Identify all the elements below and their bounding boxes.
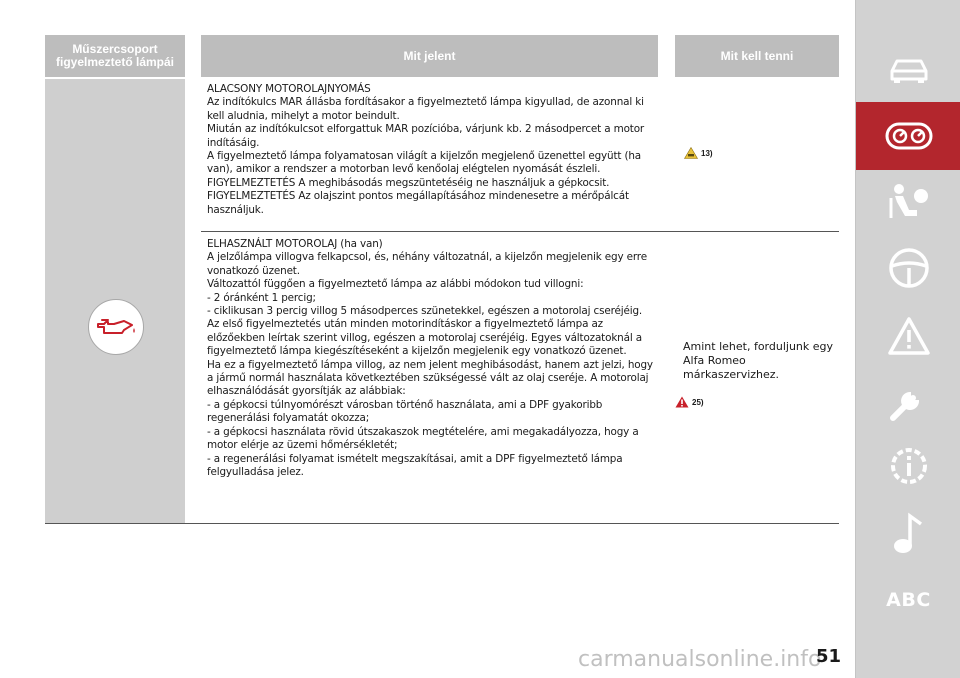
header-action: [675, 35, 839, 77]
sidebar-item-index[interactable]: [856, 566, 960, 634]
row1-line: FIGYELMEZTETÉS A meghibásodás megszüntetéséig ne használjuk a gépkocsit.: [207, 176, 610, 189]
row2-line: - a gépkocsi használata rövid útszakaszok megtételére, ami megakadályozza, hogy a motor elérje az üzemi hőmérsékletét;: [207, 425, 639, 452]
row2-action-text: Amint lehet, forduljunk egy Alfa Romeo márkaszervizhez.: [683, 340, 834, 381]
row2-line: - 2 óránként 1 percig;: [207, 291, 316, 304]
row2-line: Változattól függően a figyelmeztető lámpa az alábbi módokon tud villogni:: [207, 278, 584, 291]
row2-title: ELHASZNÁLT MOTOROLAJ (ha van): [207, 238, 383, 250]
header-meaning-label: Mit jelent: [403, 48, 456, 63]
watermark: carmanualsonline.info: [578, 647, 822, 672]
info-gear-icon: [887, 444, 931, 488]
row2-ref-number: 25): [692, 397, 704, 407]
oil-can-icon: [94, 316, 138, 338]
sidebar-item-multimedia[interactable]: [856, 500, 960, 568]
sidebar-item-maintenance[interactable]: [856, 368, 960, 436]
yellow-warning-triangle-icon: [684, 147, 698, 159]
header-meaning: [201, 35, 658, 77]
row2-line: Ha ez a figyelmeztető lámpa villog, az nem jelent meghibásodást, hanem azt jelzi, hogy a jármű normál használata következtében szükségessé vált az olaj cseréje. A motorolaj elhasználódását gyorsítják az alábbiak:: [207, 358, 653, 398]
row1-title: ALACSONY MOTOROLAJNYOMÁS: [207, 83, 371, 95]
warning-triangle-icon: [887, 316, 931, 356]
row1-ref-number: 13): [701, 148, 713, 158]
wrench-icon: [887, 380, 931, 424]
page-number: 51: [816, 646, 842, 667]
header-action-label: Mit kell tenni: [720, 48, 794, 63]
row1-reference: [684, 147, 713, 159]
row-divider: [201, 231, 839, 232]
row1-line: A figyelmeztető lámpa folyamatosan világít a kijelzőn megjelenő üzenettel együtt (ha van), amikor a rendszer a motorban levő kenőolaj elégtelen nyomását észleli.: [207, 150, 642, 176]
sidebar-item-emergency[interactable]: [856, 302, 960, 370]
music-note-icon: [891, 512, 927, 556]
row-low-oil-pressure-text: [207, 83, 662, 217]
sidebar-item-technical-data[interactable]: [856, 432, 960, 500]
airbag-seat-icon: [887, 182, 931, 222]
row2-reference: [675, 396, 704, 408]
row1-line: Miután az indítókulcsot elforgattuk MAR pozícióba, várjunk kb. 2 másodpercet a motor indításáig.: [207, 123, 645, 149]
header-group-label: Műszercsoport figyelmeztető lámpái: [55, 42, 175, 69]
row2-line: - ciklikusan 3 percig villog 5 másodperces szünetekkel, egészen a motorolaj cseréjéig.: [207, 305, 643, 318]
oil-can-lamp: [88, 299, 144, 355]
steering-wheel-icon: [888, 247, 930, 289]
sidebar-index-label: ABC: [886, 589, 931, 611]
row2-line: - a gépkocsi túlnyomórészt városban történő használata, ami a DPF gyakoribb regenerálási folyamatát okozza;: [207, 398, 603, 425]
row2-line: - a regenerálási folyamat ismételt megszakításai, amit a DPF figyelmeztető lámpa felgyulladása jelez.: [207, 452, 623, 478]
row2-line: Az első figyelmeztetés után minden motorindításkor a figyelmeztető lámpa az előzőekben leírtak szerint villog, egészen a motorolaj cseréjéig. Egyes változatoknál a figyelmeztető lámpa kiegészítéseként a kijelzőn megjelenik egy vonatkozó üzenet.: [207, 318, 642, 358]
sidebar-item-driving[interactable]: [856, 234, 960, 302]
row1-line: Az indítókulcs MAR állásba fordításakor a figyelmeztető lámpa kigyullad, de azonnal ki kell aludnia, mihelyt a motor beindult.: [207, 96, 644, 122]
row-used-oil-text: [207, 238, 662, 479]
sidebar-item-safety[interactable]: [856, 168, 960, 236]
row1-line: FIGYELMEZTETÉS Az olajszint pontos megállapításához mindenesetre a mérőpálcát használjuk.: [207, 190, 629, 216]
table-bottom-rule: [45, 523, 839, 524]
warning-lamp-cell: [45, 79, 185, 524]
red-warning-triangle-icon: [675, 396, 689, 408]
sidebar-item-car[interactable]: [856, 36, 960, 104]
sidebar-item-dashboard[interactable]: [856, 102, 960, 170]
dashboard-gauges-icon: [885, 122, 933, 150]
chapter-sidebar: [855, 0, 960, 678]
car-icon: [887, 55, 931, 85]
row2-line: A jelzőlámpa villogva felkapcsol, és, néhány változatnál, a kijelzőn megjelenik egy erre vonatkozó üzenet.: [207, 251, 647, 277]
header-warning-lamp-group: [45, 35, 185, 77]
